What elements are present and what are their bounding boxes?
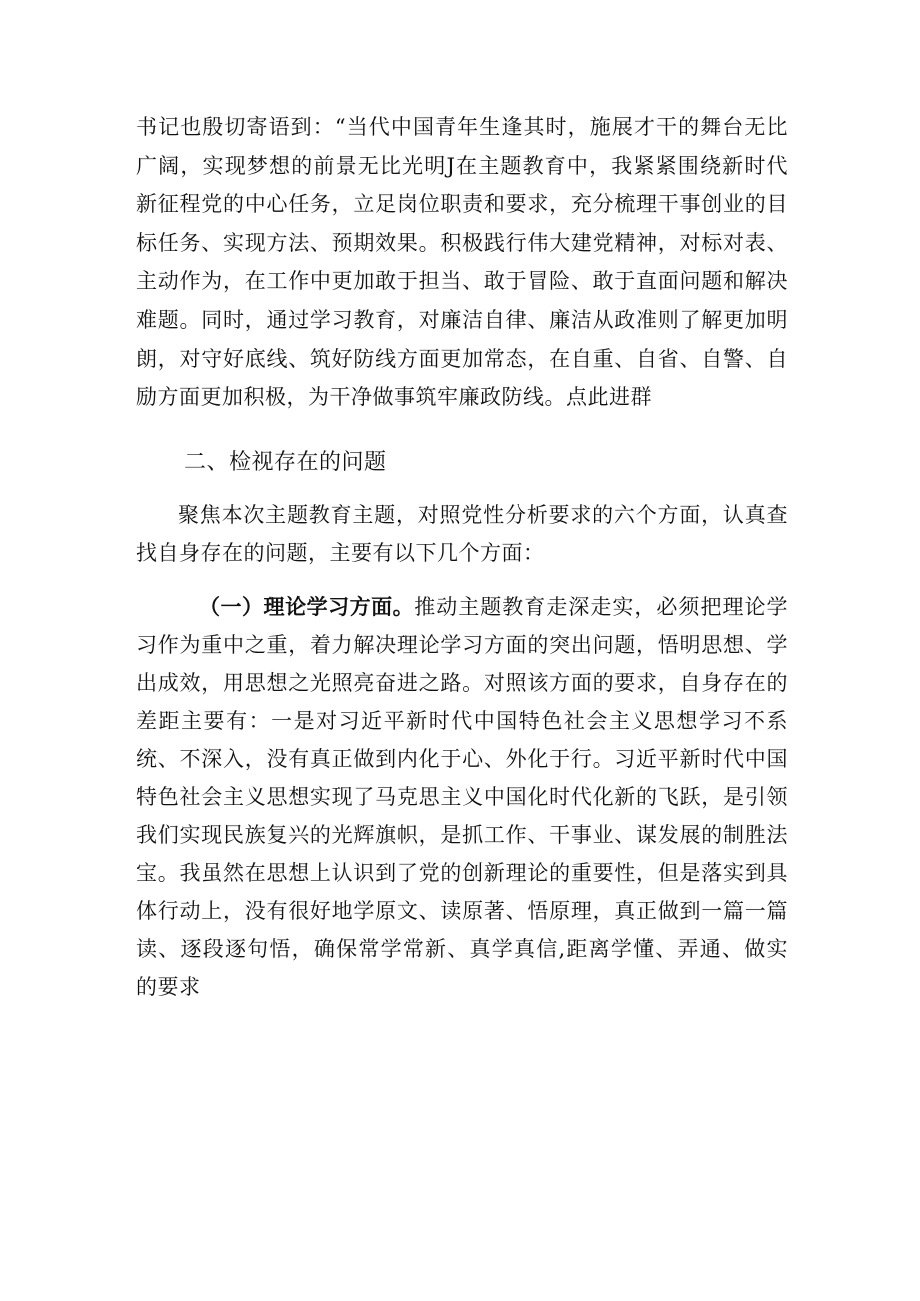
theory-study-paragraph — [136, 588, 788, 1006]
subsection-title: （一）理论学习方面。 — [199, 594, 415, 619]
intro-paragraph: 聚焦本次主题教育主题，对照党性分析要求的六个方面，认真查找自身存在的问题，主要有以下几个方面： — [136, 502, 788, 565]
subsection-body: 推动主题教育走深走实，必须把理论学习作为重中之重，着力解决理论学习方面的突出问题，悟明思想、学出成效，用思想之光照亮奋进之路。对照该方面的要求，自身存在的差距主要有：一是对习近平新时代中国特色社会主义思想学习不系统、不深入，没有真正做到内化于心、外化于行。习近平新时代中国特色社会主义思想实现了马克思主义中国化时代化新的飞跃，是引领我们实现民族复兴的光辉旗帜，是抓工作、干事业、谋发展的制胜法宝。我虽然在思想上认识到了党的创新理论的重要性，但是落实到具体行动上，没有很好地学原文、读原著、悟原理，真正做到一篇一篇读、逐段逐句悟，确保常学常新、真学真信,距离学懂、弄通、做实的要求 — [136, 594, 789, 999]
paragraph-continuation: 书记也殷切寄语到：“当代中国青年生逢其时，施展才干的舞台无比广阔，实现梦想的前景无比光明J在主题教育中，我紧紧围绕新时代新征程党的中心任务，立足岗位职责和要求，充分梳理干事创业的目标任务、实现方法、预期效果。积极践行伟大建党精神，对标对表、主动作为，在工作中更加敢于担当、敢于冒险、敢于直面问题和解决难题。同时，通过学习教育，对廉洁自律、廉洁从政准则了解更加明朗，对守好底线、筑好防线方面更加常态，在自重、自省、自警、自励方面更加积极，为干净做事筑牢廉政防线。点此进群 — [136, 115, 788, 410]
document-body — [136, 108, 788, 1006]
section-heading: 二、检视存在的问题 — [184, 449, 387, 475]
